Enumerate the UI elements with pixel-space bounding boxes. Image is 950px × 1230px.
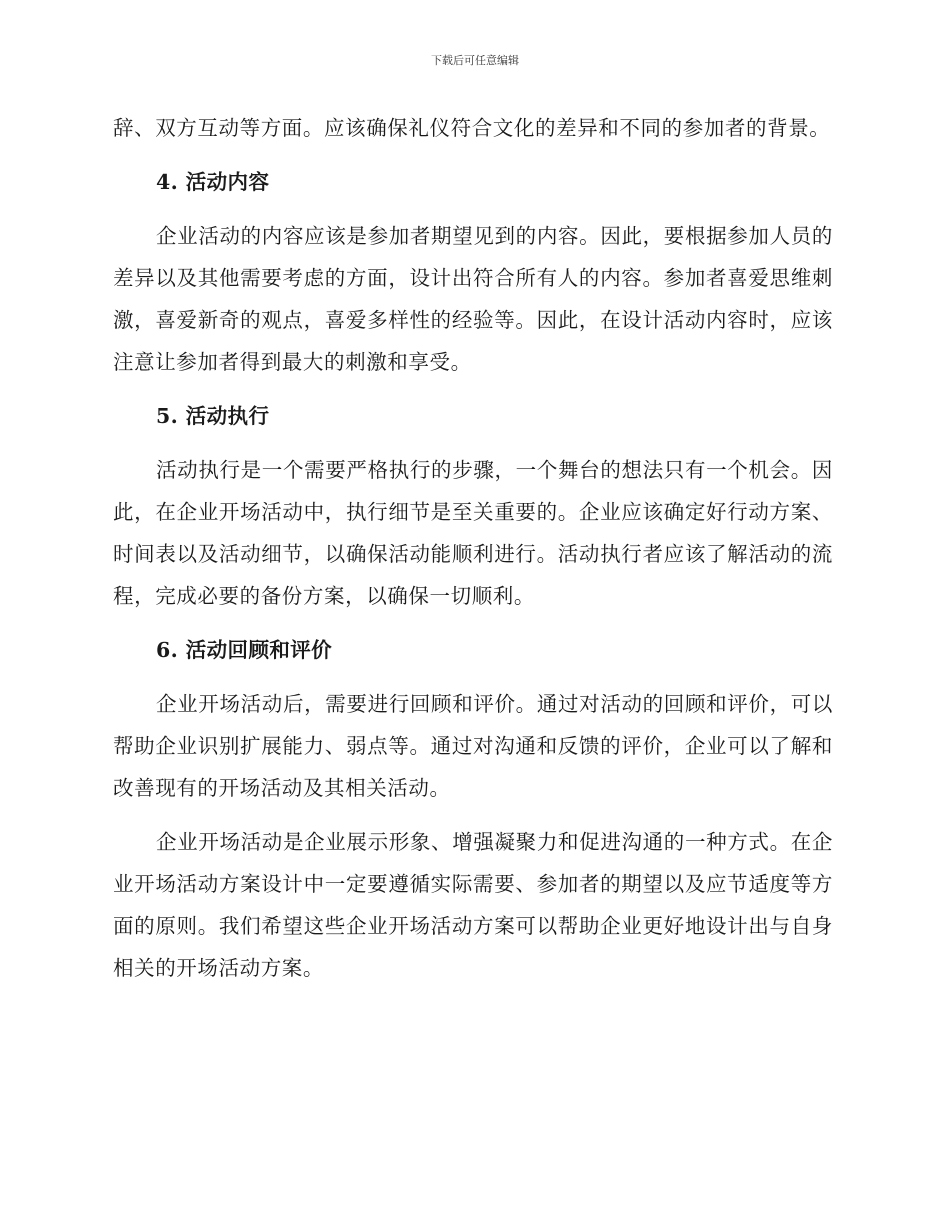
paragraph-activity-content: 企业活动的内容应该是参加者期望见到的内容。因此，要根据参加人员的差异以及其他需要考虑的方面，设计出符合所有人的内容。参加者喜爱思维刺激，喜爱新奇的观点，喜爱多样性的经验等。因此，在设计活动内容时，应该注意让参加者得到最大的刺激和享受。 [113, 224, 833, 374]
paragraph-activity-review: 企业开场活动后，需要进行回顾和评价。通过对活动的回顾和评价，可以帮助企业识别扩展能力、弱点等。通过对沟通和反馈的评价，企业可以了解和改善现有的开场活动及其相关活动。 [113, 692, 833, 800]
section-heading-activity-content: 4. 活动内容 [156, 170, 270, 194]
paragraph-spacer [113, 809, 833, 821]
section-heading-activity-execution: 5. 活动执行 [156, 404, 270, 428]
paragraph-conclusion: 企业开场活动是企业展示形象、增强凝聚力和促进沟通的一种方式。在企业开场活动方案设计中一定要遵循实际需要、参加者的期望以及应节适度等方面的原则。我们希望这些企业开场活动方案可以帮助企业更好地设计出与自身相关的开场活动方案。 [113, 830, 833, 980]
document-body [113, 107, 833, 989]
section-heading-activity-review: 6. 活动回顾和评价 [156, 638, 333, 662]
paragraph-continuation: 辞、双方互动等方面。应该确保礼仪符合文化的差异和不同的参加者的背景。 [113, 116, 831, 140]
paragraph-activity-execution: 活动执行是一个需要严格执行的步骤，一个舞台的想法只有一个机会。因此，在企业开场活动中，执行细节是至关重要的。企业应该确定好行动方案、时间表以及活动细节，以确保活动能顺利进行。活动执行者应该了解活动的流程，完成必要的备份方案，以确保一切顺利。 [113, 458, 833, 608]
page-header: 下载后可任意编辑 [431, 54, 519, 67]
